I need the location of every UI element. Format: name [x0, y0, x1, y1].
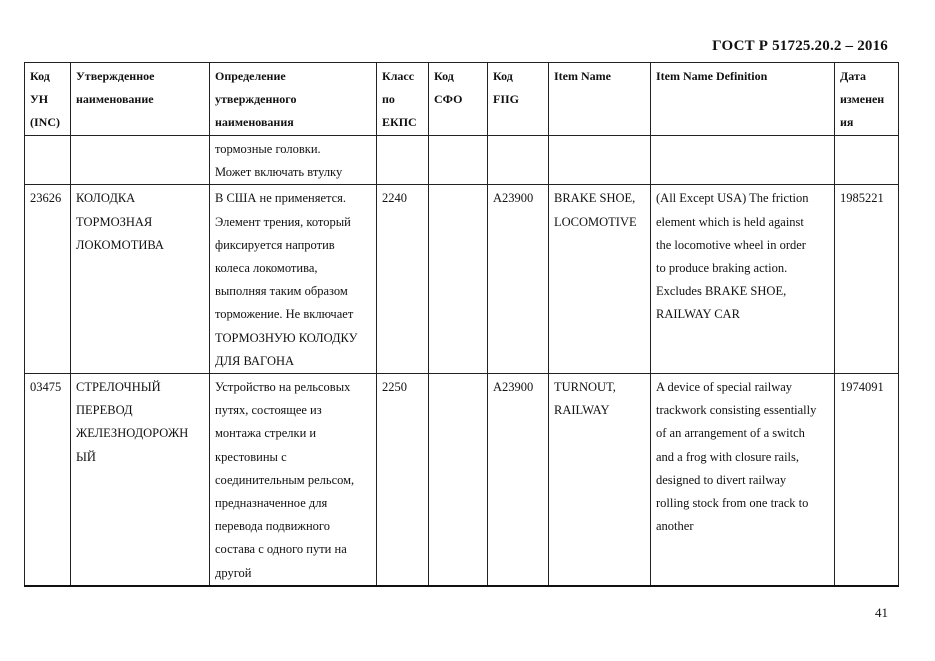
header-definition: Определение утвержденного наименования	[210, 63, 377, 136]
table-row	[25, 374, 899, 586]
cell-code-inc: 23626	[25, 185, 71, 374]
cell-sfo-code	[429, 136, 488, 185]
header-code-inc: Код УН (INC)	[25, 63, 71, 136]
cell-ekps-class: 2250	[377, 374, 429, 586]
page-number: 41	[875, 605, 888, 620]
table-row-continuation	[25, 136, 899, 185]
catalog-table	[24, 62, 899, 587]
cell-approved-name: СТРЕЛОЧНЫЙ ПЕРЕВОД ЖЕЛЕЗНОДОРОЖН ЫЙ	[71, 374, 210, 586]
cell-item-name: TURNOUT, RAILWAY	[549, 374, 651, 586]
cell-fiig-code: A23900	[488, 185, 549, 374]
cell-definition: Устройство на рельсовых путях, состоящее из монтажа стрелки и крестовины с соединительным рельсом, предназначенное для перевода подвижного состава с одного пути на другой	[210, 374, 377, 586]
cell-item-name-definition: A device of special railway trackwork consisting essentially of an arrangement of a switch and a frog with closure rails, designed to divert railway rolling stock from one track to another	[651, 374, 835, 586]
cell-item-name	[549, 136, 651, 185]
cell-code-inc: 03475	[25, 374, 71, 586]
cell-ekps-class	[377, 136, 429, 185]
cell-item-name-definition	[651, 136, 835, 185]
cell-item-name: BRAKE SHOE, LOCOMOTIVE	[549, 185, 651, 374]
cell-sfo-code	[429, 185, 488, 374]
header-fiig-code: Код FIIG	[488, 63, 549, 136]
cell-change-date: 1985221	[835, 185, 899, 374]
table-header-row	[25, 63, 899, 136]
table-row	[25, 185, 899, 374]
cell-change-date: 1974091	[835, 374, 899, 586]
cell-fiig-code: A23900	[488, 374, 549, 586]
header-change-date: Дата изменен ия	[835, 63, 899, 136]
cell-ekps-class: 2240	[377, 185, 429, 374]
header-item-name-definition: Item Name Definition	[651, 63, 835, 136]
cell-fiig-code	[488, 136, 549, 185]
header-ekps-class: Класс по ЕКПС	[377, 63, 429, 136]
cell-definition: В США не применяется. Элемент трения, который фиксируется напротив колеса локомотива, выполняя таким образом торможение. Не включает ТОРМОЗНУЮ КОЛОДКУ ДЛЯ ВАГОНА	[210, 185, 377, 374]
cell-change-date	[835, 136, 899, 185]
cell-definition: тормозные головки. Может включать втулку	[210, 136, 377, 185]
cell-approved-name: КОЛОДКА ТОРМОЗНАЯ ЛОКОМОТИВА	[71, 185, 210, 374]
header-sfo-code: Код СФО	[429, 63, 488, 136]
cell-item-name-definition: (All Except USA) The friction element which is held against the locomotive wheel in order to produce braking action. Excludes BRAKE SHOE, RAILWAY CAR	[651, 185, 835, 374]
standard-title: ГОСТ Р 51725.20.2 – 2016	[712, 38, 888, 54]
header-approved-name: Утвержденное наименование	[71, 63, 210, 136]
cell-code-inc	[25, 136, 71, 185]
cell-sfo-code	[429, 374, 488, 586]
header-item-name: Item Name	[549, 63, 651, 136]
cell-approved-name	[71, 136, 210, 185]
